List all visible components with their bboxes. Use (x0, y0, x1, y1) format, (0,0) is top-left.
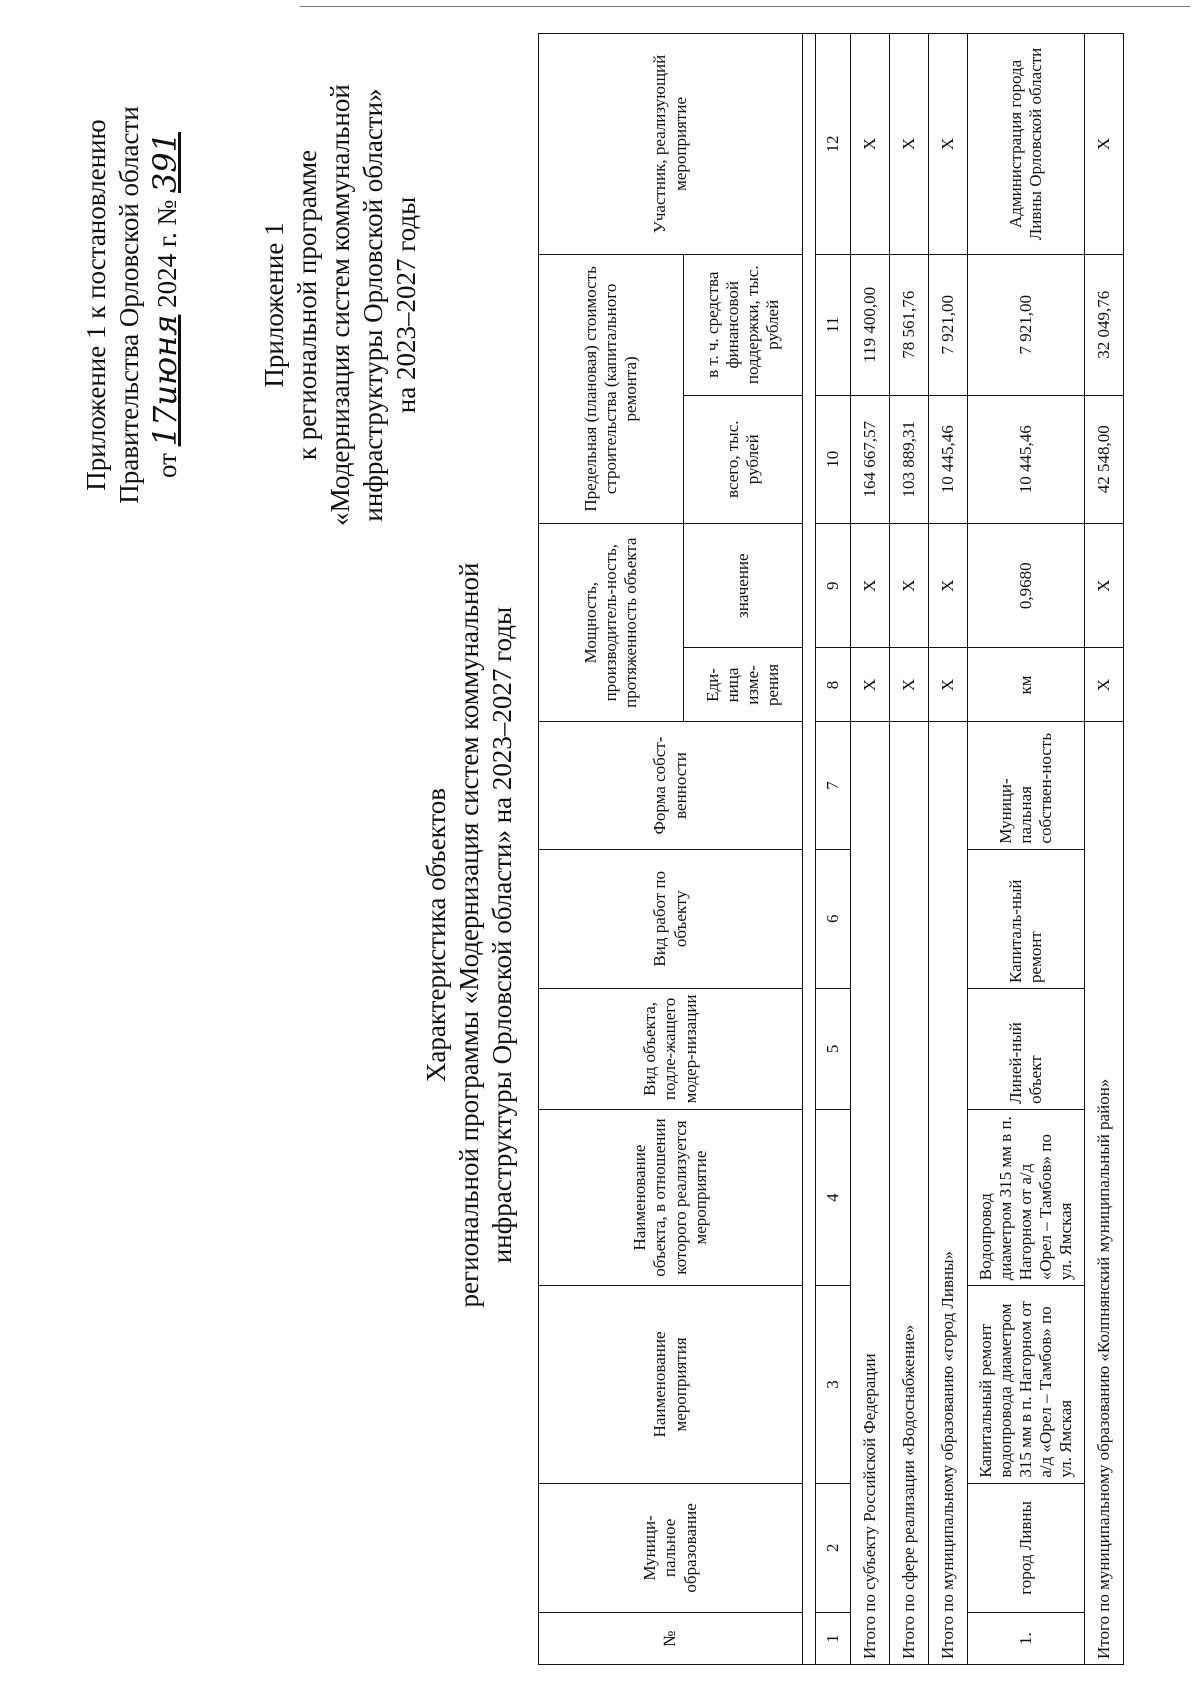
item-1-num: 1. (968, 1613, 1085, 1665)
header-num: № (539, 1613, 803, 1665)
item-1-object-type: Линей-ный объект (968, 988, 1085, 1109)
item-1-unit: км (968, 648, 1085, 722)
header-activity: Наименование мероприятия (539, 1286, 803, 1483)
header-ownership: Форма собст-венности (539, 722, 803, 849)
header-municipality: Муници-пальное образование (539, 1483, 803, 1613)
item-1-work-type: Капиталь-ный ремонт (968, 849, 1085, 988)
total-kolpny-value: Х (1085, 523, 1124, 648)
total-kolpny-label: Итого по муниципальному образованию «Колпнянский муниципальный район» (1085, 722, 1124, 1665)
total-subject-participant: Х (851, 34, 890, 255)
header-date-line (146, 45, 185, 565)
total-kolpny-participant: Х (1085, 34, 1124, 255)
header-line-2: Правительства Орловской области (113, 106, 144, 504)
total-livny-cost-support: 7 921,00 (929, 254, 968, 395)
total-subject-unit: Х (851, 648, 890, 722)
total-subject-cost-total: 164 667,57 (851, 395, 890, 523)
handwritten-date-month: июня (145, 314, 184, 406)
total-subject-cost-support: 119 400,00 (851, 254, 890, 395)
objects-table (538, 33, 1124, 1665)
item-1-municipality: город Ливны (968, 1483, 1085, 1613)
header-line-1: Приложение 1 к постановлению (81, 119, 111, 491)
col-number-3: 3 (816, 1286, 851, 1483)
item-1-cost-support: 7 921,00 (968, 254, 1085, 395)
header-work-type: Вид работ по объекту (539, 849, 803, 988)
item-1-participant: Администрация города Ливны Орловской области (968, 34, 1085, 255)
total-subject-label: Итого по субъекту Российской Федерации (851, 722, 890, 1665)
header-cost-support: в т. ч. средства финансовой поддержки, тыс. рублей (684, 254, 803, 395)
table-header-row-1 (539, 34, 684, 1665)
row-total-sphere (890, 34, 929, 1665)
title-line-1: Характеристика объектов (421, 787, 451, 1083)
total-sphere-label: Итого по сфере реализации «Водоснабжение» (890, 722, 929, 1665)
total-sphere-value: Х (890, 523, 929, 648)
total-livny-cost-total: 10 445,46 (929, 395, 968, 523)
col-number-12: 12 (816, 34, 851, 255)
row-total-kolpny (1085, 34, 1124, 1665)
total-sphere-participant: Х (890, 34, 929, 255)
header-separator (803, 34, 816, 1665)
appendix-line-1: Приложение 1 (259, 222, 289, 388)
col-number-9: 9 (816, 523, 851, 648)
col-number-11: 11 (816, 254, 851, 395)
item-1-object-name: Водопровод диаметром 315 мм в п. Нагорном от а/д «Орел – Тамбов» по ул. Ямская (968, 1109, 1085, 1285)
header-capacity: Мощность, производитель-ность, протяженность объекта (539, 523, 684, 722)
appendix-line-4: инфраструктуры Орловской области» (357, 88, 388, 522)
title-line-3: инфраструктуры Орловской области» на 2023–2027 годы (486, 606, 517, 1264)
total-livny-unit: Х (929, 648, 968, 722)
row-item-1 (968, 34, 1085, 1665)
col-number-8: 8 (816, 648, 851, 722)
header-cost-total: всего, тыс. рублей (684, 395, 803, 523)
col-number-2: 2 (816, 1483, 851, 1613)
col-number-1: 1 (816, 1613, 851, 1665)
col-number-6: 6 (816, 849, 851, 988)
total-livny-value: Х (929, 523, 968, 648)
document-title (420, 515, 519, 1355)
header-capacity-unit: Еди-ница изме-рения (684, 648, 803, 722)
header-capacity-value: значение (684, 523, 803, 648)
total-sphere-cost-support: 78 561,76 (890, 254, 929, 395)
appendix-line-3: «Модернизация систем коммунальной (324, 84, 355, 526)
total-kolpny-cost-support: 32 049,76 (1085, 254, 1124, 395)
handwritten-date-day: 17 (145, 405, 184, 447)
header-participant: Участник, реализующий мероприятие (539, 34, 803, 255)
item-1-ownership: Муници-пальная собствен-ность (968, 722, 1085, 849)
column-number-row (816, 34, 851, 1665)
header-cost: Предельная (плановая) стоимость строительства (капитального ремонта) (539, 254, 684, 523)
col-number-10: 10 (816, 395, 851, 523)
header-object-name: Наименование объекта, в отношении которого реализуется мероприятие (539, 1109, 803, 1285)
col-number-4: 4 (816, 1109, 851, 1285)
total-subject-value: Х (851, 523, 890, 648)
total-kolpny-cost-total: 42 548,00 (1085, 395, 1124, 523)
total-sphere-unit: Х (890, 648, 929, 722)
appendix-line-5: на 2023–2027 годы (390, 196, 421, 414)
item-1-cost-total: 10 445,46 (968, 395, 1085, 523)
date-prefix: от (151, 453, 182, 479)
date-year: 2024 г. № (151, 199, 182, 308)
handwritten-doc-number: 391 (145, 131, 184, 194)
item-1-value: 0,9680 (968, 523, 1085, 648)
total-livny-participant: Х (929, 34, 968, 255)
col-number-7: 7 (816, 722, 851, 849)
resolution-header (80, 45, 185, 565)
total-kolpny-unit: Х (1085, 648, 1124, 722)
row-total-livny (929, 34, 968, 1665)
row-total-subject (851, 34, 890, 1665)
col-number-5: 5 (816, 988, 851, 1109)
item-1-activity: Капитальный ремонт водопровода диаметром 315 мм в п. Нагорном от а/д «Орел – Тамбов» по ул. Ямская (968, 1286, 1085, 1483)
total-sphere-cost-total: 103 889,31 (890, 395, 929, 523)
appendix-block (258, 45, 423, 565)
appendix-line-2: к региональной программе (291, 149, 322, 461)
total-livny-label: Итого по муниципальному образованию «город Ливны» (929, 722, 968, 1665)
title-line-2: региональной программы «Модернизация систем коммунальной (453, 562, 484, 1308)
header-object-type: Вид объекта, подле-жащего модер-низации (539, 988, 803, 1109)
